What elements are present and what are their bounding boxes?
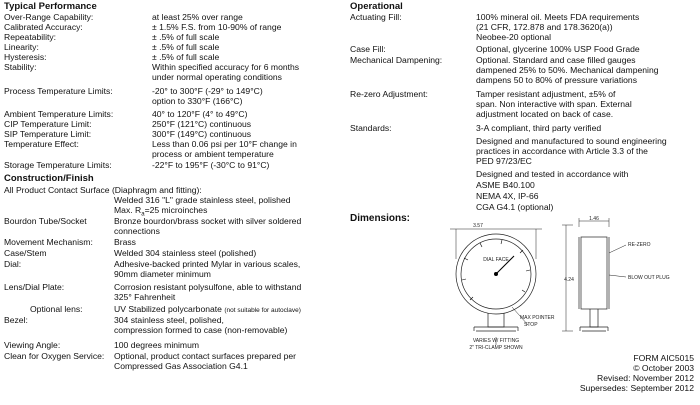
gauge-fitting <box>474 327 518 331</box>
movement-value: Brass <box>114 237 136 247</box>
spec-value: dampens 50 to 80% of pressure variations <box>476 75 637 85</box>
spec-value: at least 25% over range <box>152 12 243 22</box>
form-revised: Revised: November 2012 <box>597 373 694 383</box>
spec-value: -20° to 300°F (-29° to 149°C) <box>152 86 263 96</box>
gauge-ticks <box>462 240 530 300</box>
standard-item: CGA G4.1 (optional) <box>476 202 554 212</box>
spec-value: dampened 25% to 50%. Mechanical dampening <box>476 65 659 75</box>
spec-label: Temperature Effect: <box>4 139 79 149</box>
movement-label: Movement Mechanism: <box>4 237 93 247</box>
viewing-angle-label: Viewing Angle: <box>4 340 61 350</box>
spec-value: -22°F to 195°F (-30°C to 91°C) <box>152 160 270 170</box>
spec-value: ± 1.5% F.S. from 10-90% of range <box>152 22 282 32</box>
standard-item: ASME B40.100 <box>476 180 535 190</box>
depth-label: 1.46 <box>589 216 599 222</box>
spec-label: Re-zero Adjustment: <box>350 89 428 99</box>
form-supersedes: Supersedes: September 2012 <box>579 383 694 393</box>
oxygen-service-value: Compressed Gas Association G4.1 <box>114 361 248 371</box>
bezel-value: compression formed to case (non-removable) <box>114 325 288 335</box>
gauge-dimension-drawing <box>428 215 690 353</box>
max-pointer-label: MAX POINTER <box>520 315 555 321</box>
height-label: 4.24 <box>564 277 574 283</box>
spec-label: Hysteresis: <box>4 52 47 62</box>
bezel-label: Bezel: <box>4 315 28 325</box>
bourdon-label: Bourdon Tube/Socket <box>4 216 87 226</box>
spec-value: ± .5% of full scale <box>152 42 220 52</box>
spec-label: Repeatability: <box>4 32 57 42</box>
dial-label: Dial: <box>4 259 22 269</box>
spec-value: process or ambient temperature <box>152 149 274 159</box>
dial-value: 90mm diameter minimum <box>114 269 211 279</box>
dial-value: Adhesive-backed printed Mylar in various scales, <box>114 259 301 269</box>
spec-value: ± .5% of full scale <box>152 32 220 42</box>
spec-label: Case Fill: <box>350 44 386 54</box>
spec-value: practices in accordance with Article 3.3 of the <box>476 146 648 156</box>
spec-label: CIP Temperature Limit: <box>4 119 92 129</box>
spec-label: Storage Temperature Limits: <box>4 160 112 170</box>
lens-value: 325° Fahrenheit <box>114 292 176 302</box>
lens-value: Corrosion resistant polysulfone, able to withstand <box>114 282 302 292</box>
spec-label: Standards: <box>350 123 392 133</box>
spec-label: Calibrated Accuracy: <box>4 22 83 32</box>
spec-value: PED 97/23/EC <box>476 156 532 166</box>
spec-label: SIP Temperature Limit: <box>4 129 92 139</box>
max-pointer-stop-label: STOP <box>524 322 538 328</box>
operational-heading: Operational <box>350 1 403 12</box>
spec-label: Stability: <box>4 62 37 72</box>
oxygen-service-value: Optional, product contact surfaces prepared per <box>114 351 297 361</box>
spec-label: Mechanical Dampening: <box>350 55 443 65</box>
spec-value: Designed and manufactured to sound engineering <box>476 136 667 146</box>
spec-value: Tamper resistant adjustment, ±5% of <box>476 89 616 99</box>
spec-label: Actuating Fill: <box>350 12 402 22</box>
oxygen-service-label: Clean for Oxygen Service: <box>4 351 105 361</box>
spec-value: (21 CFR, 172.878 and 178.3620(a)) <box>476 22 613 32</box>
optional-lens-value: UV Stabilized polycarbonate (not suitable for autoclave) <box>114 304 301 314</box>
spec-value: 300°F (149°C) continuous <box>152 129 252 139</box>
optional-lens-label: Optional lens: <box>30 304 83 314</box>
tri-clamp-label: 2" TRI-CLAMP SHOWN <box>469 345 523 351</box>
spec-value: Designed and tested in accordance with <box>476 169 629 179</box>
dimensions-heading: Dimensions: <box>350 213 411 224</box>
form-number: FORM AIC5015 <box>633 353 694 363</box>
viewing-angle-value: 100 degrees minimum <box>114 340 200 350</box>
spec-label: Ambient Temperature Limits: <box>4 109 114 119</box>
bourdon-value: connections <box>114 226 160 236</box>
spec-label: Over-Range Capability: <box>4 12 94 22</box>
varies-label: VARIES W/ FITTING <box>472 338 520 344</box>
spec-value: 100% mineral oil. Meets FDA requirements <box>476 12 640 22</box>
spec-value: option to 330°F (166°C) <box>152 96 243 106</box>
construction-heading: Construction/Finish <box>4 173 94 184</box>
spec-value: ± .5% of full scale <box>152 52 220 62</box>
case-value: Welded 304 stainless steel (polished) <box>114 248 257 258</box>
spec-value: Optional, glycerine 100% USP Food Grade <box>476 44 640 54</box>
spec-label: Process Temperature Limits: <box>4 86 113 96</box>
form-copyright: © October 2003 <box>633 363 694 373</box>
bourdon-value: Bronze bourdon/brass socket with silver soldered <box>114 216 302 226</box>
contact-surface-value: Welded 316 "L" grade stainless steel, polished <box>114 195 291 205</box>
contact-surface-label: All Product Contact Surface (Diaphragm and fitting): <box>4 185 202 195</box>
spec-value: Optional. Standard and case filled gauges <box>476 55 636 65</box>
spec-value: Within specified accuracy for 6 months <box>152 62 300 72</box>
spec-value: Less than 0.06 psi per 10°F change in <box>152 139 297 149</box>
case-label: Case/Stem <box>4 248 47 258</box>
gauge-stem-side <box>590 309 598 327</box>
spec-label: Linearity: <box>4 42 39 52</box>
dial-face-label: DIAL FACE <box>483 257 509 263</box>
spec-value: 3-A compliant, third party verified <box>476 123 602 133</box>
spec-value: under normal operating conditions <box>152 72 282 82</box>
spec-value: adjustment located on back of case. <box>476 109 614 119</box>
gauge-hub <box>494 272 498 276</box>
spec-value: 40° to 120°F (4° to 49°C) <box>152 109 248 119</box>
contact-surface-roughness: Max. $R_a=25$ microinches <box>114 205 208 218</box>
lens-label: Lens/Dial Plate: <box>4 282 65 292</box>
typical-performance-heading: Typical Performance <box>4 1 97 12</box>
spec-value: span. Non interactive with span. External <box>476 99 632 109</box>
diameter-label: 3.57 <box>473 223 483 229</box>
standard-item: NEMA 4X, IP-66 <box>476 191 539 201</box>
spec-value: 250°F (121°C) continuous <box>152 119 252 129</box>
spec-value: Neobee-20 optional <box>476 32 552 42</box>
gauge-stem <box>488 313 504 327</box>
blowout-plug-label: BLOW OUT PLUG <box>628 275 670 281</box>
bezel-value: 304 stainless steel, polished, <box>114 315 224 325</box>
gauge-case-side <box>581 237 607 309</box>
rezero-label: RE-ZERO <box>628 242 651 248</box>
